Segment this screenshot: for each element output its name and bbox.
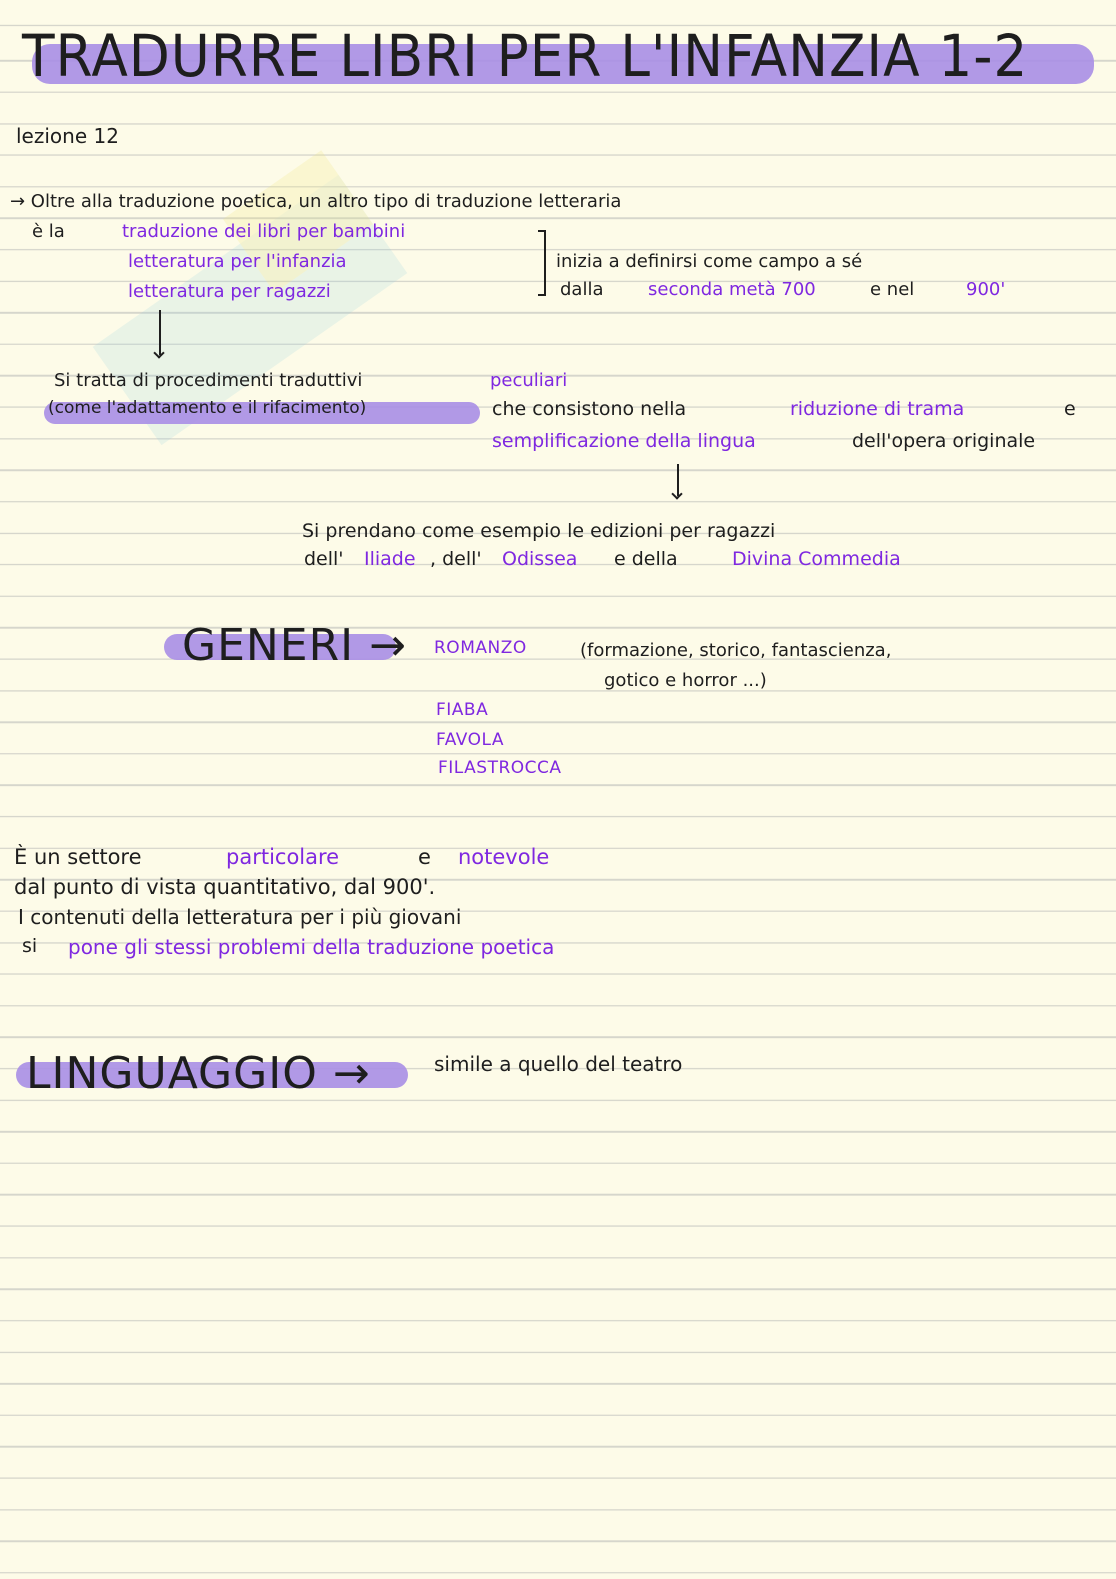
example-divina-commedia: Divina Commedia	[732, 548, 901, 570]
sector-e: e	[418, 845, 431, 869]
genre-fiaba: FIABA	[436, 700, 489, 720]
side-note-seconda-meta: seconda metà 700	[648, 279, 816, 300]
term-infancy-literature: letteratura per l'infanzia	[128, 251, 347, 272]
term-children-books: traduzione dei libri per bambini	[122, 221, 406, 242]
romanzo-note-1: (formazione, storico, fantascienza,	[580, 640, 892, 661]
side-note-e-nel: e nel	[870, 279, 915, 300]
genre-filastrocca: FILASTROCCA	[438, 758, 562, 778]
genre-favola: FAVOLA	[436, 730, 504, 750]
example-iliade: Iliade	[364, 548, 416, 570]
procedures-e: e	[1064, 398, 1076, 420]
example-odissea: Odissea	[502, 548, 578, 570]
side-note-dalla: dalla	[560, 279, 604, 300]
intro-line-1: → Oltre alla traduzione poetica, un altro tipo di traduzione letteraria	[10, 191, 622, 212]
example-e-della: e della	[614, 548, 678, 570]
right-bracket	[538, 230, 546, 296]
procedures-line-1: Si tratta di procedimenti traduttivi	[54, 370, 363, 391]
down-arrow-2	[677, 464, 679, 496]
procedures-semplificazione: semplificazione della lingua	[492, 430, 756, 452]
sector-line-3: I contenuti della letteratura per i più giovani	[18, 905, 462, 929]
procedures-consistono: che consistono nella	[492, 398, 687, 420]
romanzo-note-2: gotico e horror ...)	[604, 670, 767, 691]
example-dell-2: , dell'	[430, 548, 482, 570]
side-note-900: 900'	[966, 279, 1006, 300]
sector-line-1-a: È un settore	[14, 845, 142, 869]
procedures-peculiari: peculiari	[490, 370, 568, 391]
watermark-logo	[40, 100, 460, 520]
sector-notevole: notevole	[458, 845, 550, 869]
procedures-opera-originale: dell'opera originale	[852, 430, 1036, 452]
sector-si: si	[22, 935, 38, 957]
linguaggio-heading: LINGUAGGIO →	[26, 1048, 371, 1099]
generi-heading: GENERI →	[182, 620, 408, 671]
procedures-riduzione-trama: riduzione di trama	[790, 398, 965, 420]
linguaggio-text: simile a quello del teatro	[434, 1052, 683, 1076]
procedures-paren: (come l'adattamento e il rifacimento)	[48, 398, 367, 418]
sector-problemi: pone gli stessi problemi della traduzione poetica	[68, 935, 555, 959]
example-line-1: Si prendano come esempio le edizioni per ragazzi	[302, 520, 776, 542]
sector-line-2: dal punto di vista quantitativo, dal 900'.	[14, 875, 436, 899]
sector-particolare: particolare	[226, 845, 340, 869]
example-dell: dell'	[304, 548, 344, 570]
side-note-line-1: inizia a definirsi come campo a sé	[556, 251, 863, 272]
genre-romanzo: ROMANZO	[434, 638, 527, 658]
page-title: TRADURRE LIBRI PER L'INFANZIA 1-2	[22, 22, 1029, 90]
lesson-label: lezione 12	[16, 124, 119, 148]
down-arrow-1	[159, 310, 161, 355]
term-youth-literature: letteratura per ragazzi	[128, 281, 331, 302]
intro-line-2-prefix: è la	[32, 221, 65, 242]
